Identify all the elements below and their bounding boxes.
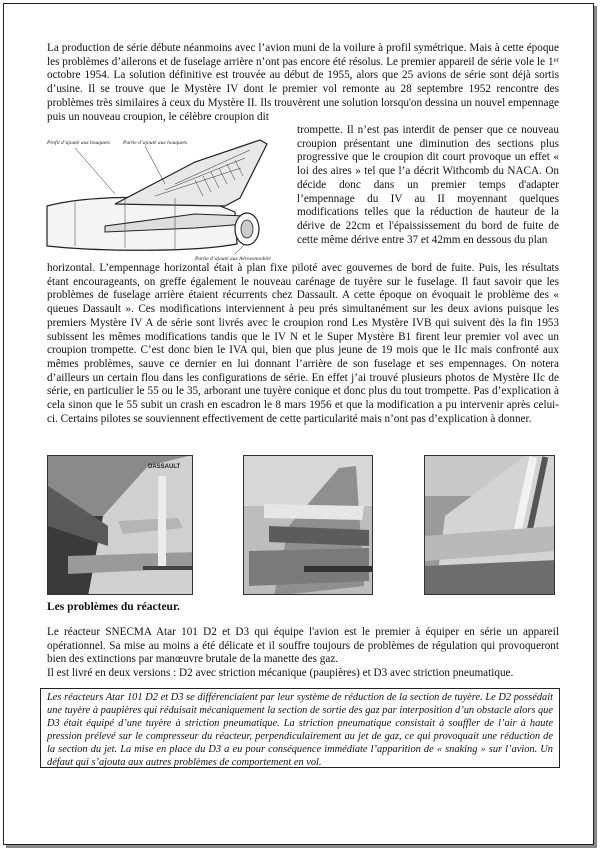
tail-technical-drawing bbox=[45, 134, 290, 262]
versions-text: Il est livré en deux versions : D2 avec striction mécanique (paupières) et D3 avec striction pneumatique. bbox=[47, 667, 514, 679]
note-box bbox=[40, 688, 560, 768]
tail-photo-2 bbox=[243, 455, 373, 595]
continuation-text: horizontal. L’empennage horizontal était à plan fixe piloté avec gouvernes de bord de fuite. Puis, les résultats étant encourageants, on greffe également le nouveau carénage de tuyère sur le fuselage. Il faut savoir que les problèmes de fuselage arrière étaient récurrents chez Dassault. A cette époque on évoquait le problème des « queues Dassault ». Ces modifications interviennent à peu prés simultanément sur les deux avions puisque les premiers Mystère IV A de série sont livrés avec le croupion rond Les Mystère IVB qui suivent dès la fin 1953 subissent les mêmes modifications tandis que le IV N et le Super Mystère B1 firent leur premier vol avec un croupion trompette. C’est donc bien le IVA qui, bien que plus jeune de 19 mois que le IIc mais confronté aux mêmes problèmes, sauve ce dernier en lui donnant l’arrière de son fuselage et ses empennages. On notera d’ailleurs un certain flou dans les configurations de série. En effet j’ai trouvé plusieurs photos de Mystère IIc de série, en particulier le 55 ou le 35, arborant une tuyère conique et donc plus du tout trompette. Pas d’explication à cela sinon que le 55 subit un crash en escadron le 8 mars 1956 et que la modification a pu intervenir après celui-ci. Certains pilotes se souviennent effectivement de cette particularité mais n’ont pas d’explication à donner. bbox=[47, 262, 559, 425]
versions-paragraph bbox=[47, 667, 559, 681]
figure-label-1: Profil d’ajouté aux bouquets bbox=[47, 140, 110, 146]
right-column-text: trompette. Il n’est pas interdit de penser que ce nouveau croupion présentant une diminution des sections plus progressive que le croupion dit court provoque un effet « loi des aires » tel que l’a décrit Withcomb du NACA. On décide donc dans un premier temps d'adapter l’empennage du IV au II moyennant quelques modifications telles que la réduction de hauteur de la dérive de 22cm et l'épaississement du bord de fuite de cette même dérive entre 37 et 42mm en dessous du plan bbox=[297, 124, 559, 246]
page-shadow-right bbox=[594, 6, 597, 848]
intro-text-part-1: La production de série débute néanmoins avec l’avion muni de la voilure à profil symétrique. Mais à cette époque les problèmes d’ailerons et de fuselage arrière n’ont pas encore été résolus. Le premier appareil de série vole le 1 bbox=[47, 42, 559, 68]
reactor-text: Le réacteur SNECMA Atar 101 D2 et D3 qui équipe l'avion est le premier à équiper en série un appareil opérationnel. Sa mise au moins a été délicate et il souffre toujours de problèmes de régulation qui provoqueront bien des extinctions par manœuvre brutale de la manette des gaz. bbox=[47, 626, 559, 666]
page-shadow-bottom bbox=[6, 845, 597, 848]
figure-label-3: Partie d’ajouté aux Aérosonoobile bbox=[195, 256, 271, 262]
intro-superscript: er bbox=[553, 55, 559, 64]
tail-drawing-svg bbox=[45, 134, 290, 262]
right-column-paragraph bbox=[297, 124, 559, 247]
figure-label-2: Partie d’ajouté aux bouquets bbox=[123, 140, 188, 146]
intro-paragraph bbox=[47, 42, 559, 124]
reactor-paragraph bbox=[47, 626, 559, 667]
tail-photo-1 bbox=[47, 455, 193, 595]
tail-photo-3 bbox=[424, 455, 555, 595]
photo1-marking: DASSAULT bbox=[148, 464, 181, 470]
continuation-paragraph bbox=[47, 262, 559, 426]
section-title: Les problèmes du réacteur. bbox=[47, 601, 180, 613]
intro-text-part-2: octobre 1954. La solution définitive est trouvée au début de 1955, alors que 25 avions de série sont déjà sortis d’usine. Il se trouve que le Mystère IV dont le premier vol remonte au 28 septembre 1952 rencontre des problèmes très similaires à ceux du Mystère II. Ils trouvèrent une solution lorsqu'on dessina un nouvel empennage puis un nouveau croupion, le célèbre croupion dit bbox=[47, 69, 559, 123]
note-text: Les réacteurs Atar 101 D2 et D3 se différenciaient par leur système de réduction de la section de tuyère. Le D2 possédait une tuyère à paupières qui réduisait mécaniquement la section de sortie des gaz par interposition d’un obstacle alors que D3 était équipé d’une tuyère à striction pneumatique. La striction pneumatique consistait à souffler de l’air à haute pression prélevé sur le compresseur du réacteur, perpendiculairement au jet de gaz, ce qui provoquait une réduction de la section du jet. La mise en place du D3 a eu pour conséquence immédiate l’apparition de « snaking » sur l’avion. Un défaut qui s’ajouta aux autres problèmes de comportement en vol. bbox=[47, 692, 553, 768]
